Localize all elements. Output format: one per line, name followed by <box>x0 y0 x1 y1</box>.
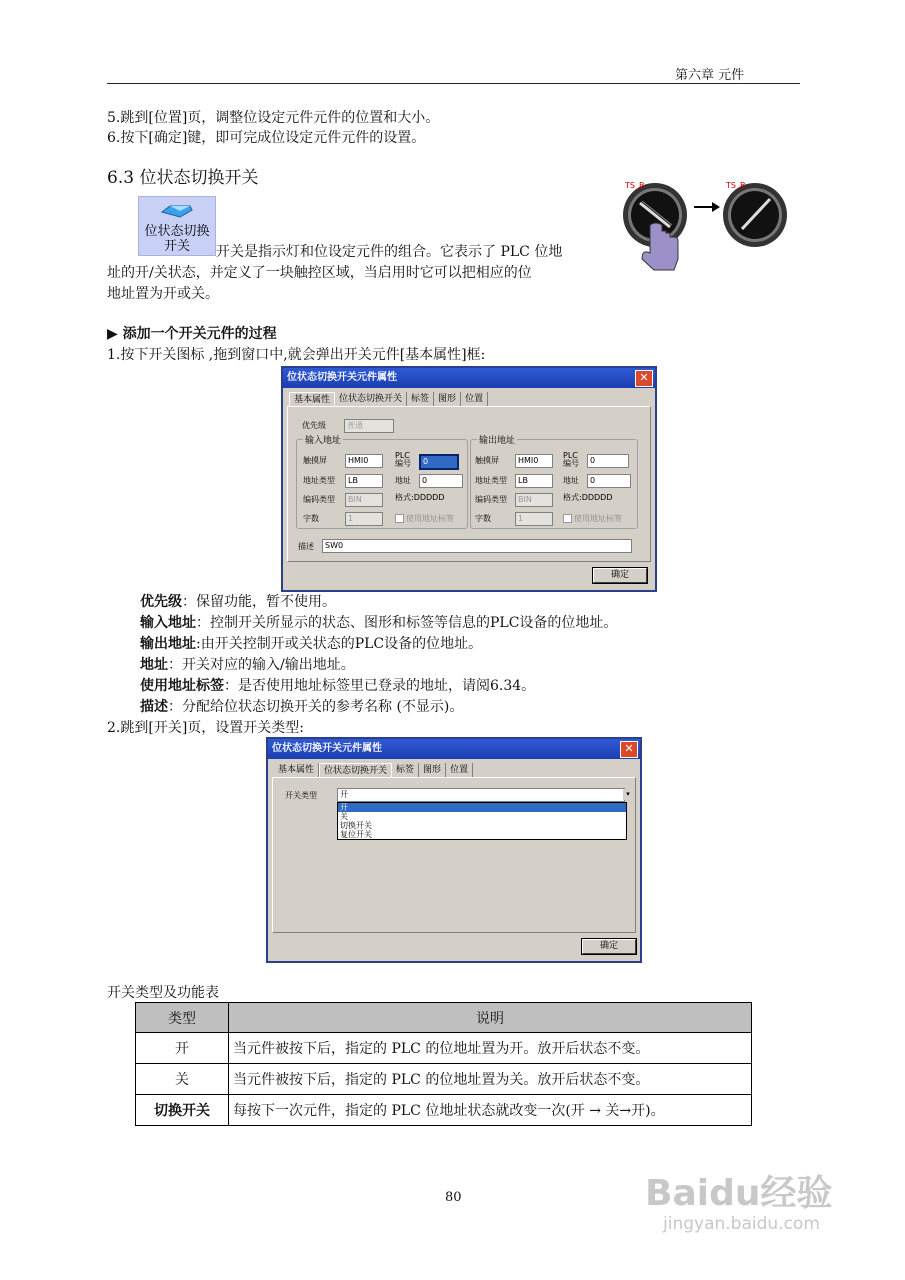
plc-label: PLC <box>395 451 410 460</box>
plc-no-label: 编号 <box>563 459 579 468</box>
input-addrtype-select[interactable]: LB <box>345 474 383 488</box>
words-label: 字数 <box>303 514 319 523</box>
def-term: 输出地址 <box>140 636 196 652</box>
table-row <box>136 1033 752 1064</box>
chevron-down-icon[interactable]: ▾ <box>623 789 633 800</box>
switch-type-select[interactable]: 开 <box>337 788 625 802</box>
format-text: 格式:DDDDD <box>563 493 613 502</box>
chapter-header: 第六章 元件 <box>675 68 745 83</box>
output-use-tag-checkbox[interactable] <box>563 514 572 523</box>
watermark-url: jingyan.baidu.com <box>663 1214 820 1234</box>
step-6: 6.按下[确定]键，即可完成位设定元件元件的设置。 <box>107 130 426 146</box>
switch-type-label: 开关类型 <box>285 791 317 800</box>
dialog-title: 位状态切换开关元件属性 <box>272 743 382 754</box>
input-use-tag-label: 使用地址标签 <box>406 514 454 523</box>
plc-no-label: 编号 <box>395 459 411 468</box>
def-term: 输入地址 <box>140 615 196 631</box>
output-use-tag-label: 使用地址标签 <box>574 514 622 523</box>
arrow-right-icon <box>712 202 720 212</box>
def-term: 地址 <box>140 657 168 673</box>
section-para-3: 地址置为开或关。 <box>107 286 219 302</box>
tab-basic[interactable]: 基本属性 <box>289 392 335 406</box>
def-term: 使用地址标签 <box>140 678 224 694</box>
desc-cell: 每按下一次元件，指定的 PLC 位地址状态就改变一次(开 → 关→开)。 <box>229 1095 752 1126</box>
priority-select[interactable]: 普通 <box>344 419 394 433</box>
tab-graphics[interactable]: 图形 <box>419 763 446 777</box>
close-icon[interactable]: ✕ <box>620 741 638 758</box>
icon-label-1: 位状态切换 <box>144 224 210 239</box>
output-words-select[interactable]: 1 <box>515 512 553 526</box>
procedure-step-2: 2.跳到[开关]页，设置开关类型: <box>107 720 304 736</box>
switch-type-options <box>337 802 627 840</box>
def-text: ：分配给位状态切换开关的参考名称 (不显示)。 <box>168 699 464 715</box>
def-text: ：控制开关所显示的状态、图形和标签等信息的PLC设备的位地址。 <box>196 615 618 631</box>
desc-label: 描述 <box>298 542 314 551</box>
basic-properties-dialog <box>281 366 657 592</box>
desc-cell: 当元件被按下后，指定的 PLC 的位地址置为开。放开后状态不变。 <box>229 1033 752 1064</box>
input-touch-select[interactable]: HMI0 <box>345 454 383 468</box>
knob-after <box>723 183 787 247</box>
def-priority <box>140 592 336 612</box>
procedure-step-1: 1.按下开关图标 ,拖到窗口中,就会弹出开关元件[基本属性]框: <box>107 347 486 363</box>
tab-position[interactable]: 位置 <box>446 763 473 777</box>
addrtype-label: 地址类型 <box>303 476 335 485</box>
label-a: TS_B <box>625 181 645 190</box>
header-rule <box>107 83 800 84</box>
col-type-header: 类型 <box>136 1003 229 1033</box>
def-text: :由开关控制开或关状态的PLC设备的位地址。 <box>196 636 483 652</box>
touch-label: 触摸屏 <box>475 456 499 465</box>
output-touch-select[interactable]: HMI0 <box>515 454 553 468</box>
input-code-select[interactable]: BIN <box>345 493 383 507</box>
def-text: ：开关对应的输入/输出地址。 <box>168 657 355 673</box>
output-address-group <box>470 436 638 529</box>
procedure-heading: ▶ 添加一个开关元件的过程 <box>107 326 277 342</box>
def-term: 描述 <box>140 699 168 715</box>
table-row <box>136 1064 752 1095</box>
option-toggle[interactable]: 切换开关 <box>340 821 372 830</box>
switch-type-dialog <box>266 737 642 963</box>
tab-label[interactable]: 标签 <box>407 392 434 406</box>
output-addr-field[interactable]: 0 <box>587 474 631 488</box>
table-row <box>136 1095 752 1126</box>
output-plc-select[interactable]: 0 <box>587 454 629 468</box>
def-use-tag <box>140 676 535 696</box>
type-cell: 关 <box>136 1064 229 1095</box>
switch-icon-tile[interactable] <box>138 196 216 256</box>
tab-graphics[interactable]: 图形 <box>434 392 461 406</box>
input-plc-select[interactable]: 0 <box>419 454 459 470</box>
switch-type-table <box>135 1002 752 1126</box>
ok-button[interactable]: 确定 <box>593 568 647 583</box>
input-use-tag-checkbox[interactable] <box>395 514 404 523</box>
col-desc-header: 说明 <box>229 1003 752 1033</box>
format-text: 格式:DDDDD <box>395 493 445 502</box>
code-label: 编码类型 <box>475 495 507 504</box>
words-label: 字数 <box>475 514 491 523</box>
def-term: 优先级 <box>140 594 182 610</box>
addrtype-label: 地址类型 <box>475 476 507 485</box>
ok-button[interactable]: 确定 <box>582 939 636 954</box>
table-caption: 开关类型及功能表 <box>107 985 219 1001</box>
addr-label: 地址 <box>563 476 579 485</box>
label-b: TS_B <box>726 181 746 190</box>
output-group-title: 输出地址 <box>477 433 517 446</box>
touch-label: 触摸屏 <box>303 456 327 465</box>
def-text: ：是否使用地址标签里已登录的地址，请阅6.34。 <box>224 678 536 694</box>
option-on[interactable]: 开 <box>338 803 626 812</box>
icon-label-2: 开关 <box>163 239 190 254</box>
watermark-logo: Baidu经验 <box>645 1173 833 1214</box>
def-address <box>140 655 355 675</box>
toggle-switch-diagram <box>612 175 792 275</box>
tab-switch[interactable]: 位状态切换开关 <box>335 392 407 406</box>
table-header-row <box>136 1003 752 1033</box>
section-para-1: 开关是指示灯和位设定元件的组合。它表示了 PLC 位地 <box>216 244 563 260</box>
def-description <box>140 697 463 717</box>
def-input-address <box>140 613 617 633</box>
section-para-2: 址的开/关状态，并定义了一块触控区域，当启用时它可以把相应的位 <box>107 265 532 281</box>
tab-label[interactable]: 标签 <box>392 763 419 777</box>
code-label: 编码类型 <box>303 495 335 504</box>
close-icon[interactable]: ✕ <box>635 370 653 387</box>
input-words-select[interactable]: 1 <box>345 512 383 526</box>
desc-cell: 当元件被按下后，指定的 PLC 的位地址置为关。放开后状态不变。 <box>229 1064 752 1095</box>
plc-label: PLC <box>563 451 578 460</box>
output-code-select[interactable]: BIN <box>515 493 553 507</box>
tab-basic[interactable]: 基本属性 <box>274 763 319 777</box>
dialog-title: 位状态切换开关元件属性 <box>287 372 397 383</box>
type-cell: 开 <box>136 1033 229 1064</box>
tab-position[interactable]: 位置 <box>461 392 488 406</box>
input-addr-field[interactable]: 0 <box>419 474 463 488</box>
type-cell: 切换开关 <box>136 1095 229 1126</box>
input-address-group <box>296 436 468 529</box>
output-addrtype-select[interactable]: LB <box>515 474 553 488</box>
step-5: 5.跳到[位置]页，调整位设定元件元件的位置和大小。 <box>107 110 440 126</box>
desc-field[interactable]: SW0 <box>322 539 632 553</box>
def-output-address <box>140 634 482 654</box>
section-title: 6.3 位状态切换开关 <box>107 168 259 188</box>
option-reset[interactable]: 复位开关 <box>340 830 372 839</box>
gem-icon <box>160 204 194 218</box>
option-off[interactable]: 关 <box>340 812 348 821</box>
input-group-title: 输入地址 <box>303 433 343 446</box>
priority-label: 优先级 <box>302 421 326 430</box>
page-number: 80 <box>445 1190 462 1205</box>
tab-switch[interactable]: 位状态切换开关 <box>319 763 392 777</box>
addr-label: 地址 <box>395 476 411 485</box>
def-text: ：保留功能，暂不使用。 <box>182 594 336 610</box>
